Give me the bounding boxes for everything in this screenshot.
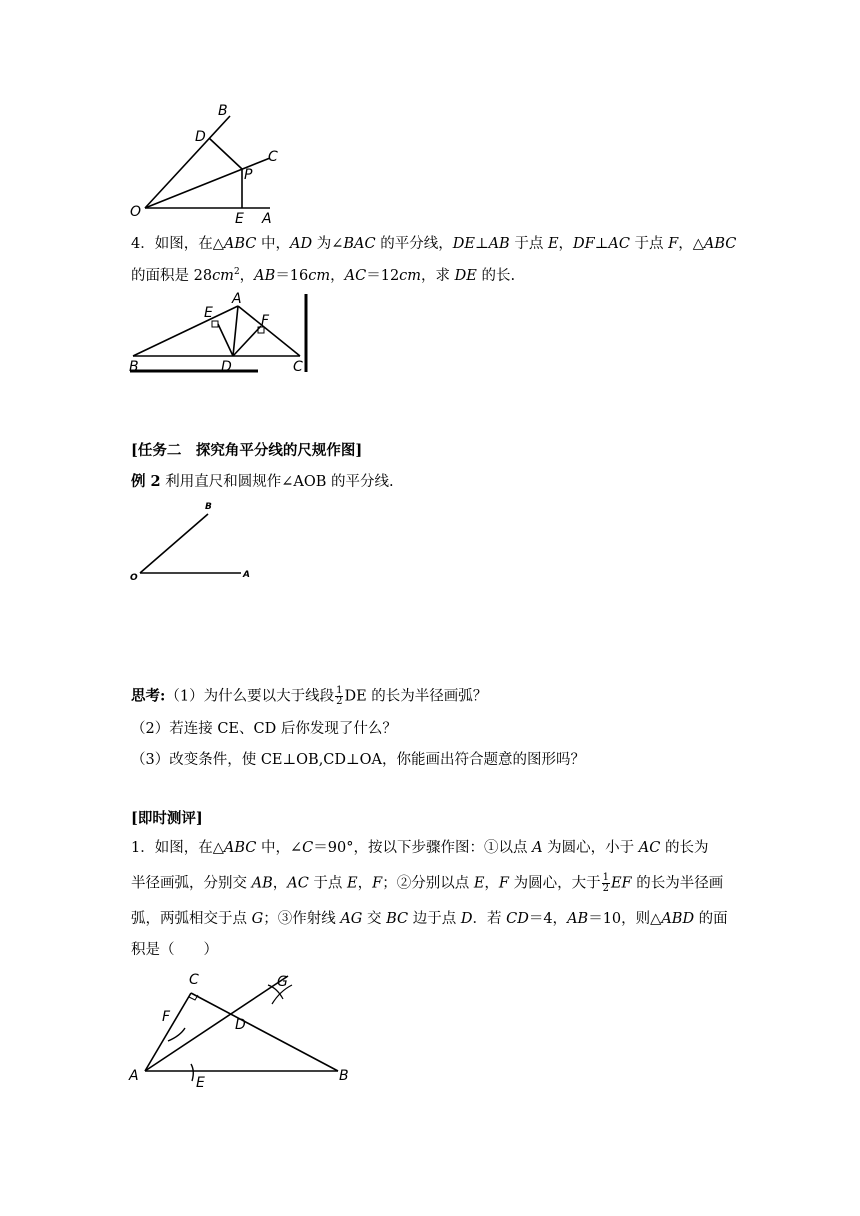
problem-1-line-4: 积是（ ） (131, 942, 218, 958)
example-2: 例 2 利用直尺和圆规作∠AOB 的平分线. (131, 473, 394, 490)
label-a: A (262, 211, 272, 227)
quiz-heading: [即时测评] (131, 810, 203, 827)
label-a: A (129, 1068, 139, 1084)
label-b: B (339, 1068, 349, 1084)
label-p: P (244, 167, 253, 183)
label-e: E (204, 305, 213, 321)
label-c: C (268, 149, 278, 165)
label-d: D (235, 1017, 246, 1033)
label-a: A (232, 291, 242, 307)
label-e: E (235, 211, 244, 227)
label-b: B (218, 103, 228, 119)
label-a: A (243, 570, 250, 580)
label-g: G (277, 974, 288, 990)
problem-4-line-1: 4．如图，在△ABC 中，AD 为∠BAC 的平分线，DE⊥AB 于点 E，DF⊥AC 于点 F，△ABC (131, 236, 737, 252)
label-e: E (196, 1075, 205, 1091)
problem-1-line-3: 弧，两弧相交于点 G；③作射线 AG 交 BC 边于点 D．若 CD＝4，AB＝10，则△ABD 的面 (131, 911, 728, 927)
label-b: B (129, 359, 139, 375)
problem-1-line-1: 1．如图，在△ABC 中，∠C＝90°，按以下步骤作图：①以点 A 为圆心，小于 AC 的长为 (131, 840, 709, 856)
label-d: D (195, 129, 206, 145)
label-f: F (261, 313, 270, 329)
label-c: C (293, 359, 303, 375)
problem-4-line-2: 的面积是 $28cm^2$，AB＝16cm，AC＝12cm，求 DE 的长. (131, 267, 516, 284)
label-f: F (162, 1009, 171, 1025)
figure-angle-aob (126, 495, 256, 587)
label-b: B (205, 502, 212, 512)
label-d: D (221, 359, 232, 375)
label-c: C (189, 972, 199, 988)
think-question-3: （3）改变条件，使 CE⊥OB,CD⊥OA，你能画出符合题意的图形吗？ (131, 752, 586, 768)
think-question-1: 思考:（1）为什么要以大于线段 $\frac{1}{2}$ DE 的长为半径画弧？ (131, 685, 488, 707)
task-2-heading: [任务二 探究角平分线的尺规作图] (131, 442, 363, 459)
think-question-2: （2）若连接 CE、CD 后你发现了什么？ (131, 721, 397, 737)
label-o: O (130, 573, 138, 583)
problem-1-line-2: 半径画弧，分别交 AB，AC 于点 E，F；②分别以点 E，F 为圆心，大于 $\frac{1}{2}$ EF 的长为半径画 (131, 872, 724, 894)
figure-triangle-abc-perpendiculars (128, 290, 313, 375)
figure-right-triangle-construction (125, 966, 365, 1096)
figure-angle-bisector-opc (125, 98, 285, 228)
label-o: O (130, 204, 142, 220)
